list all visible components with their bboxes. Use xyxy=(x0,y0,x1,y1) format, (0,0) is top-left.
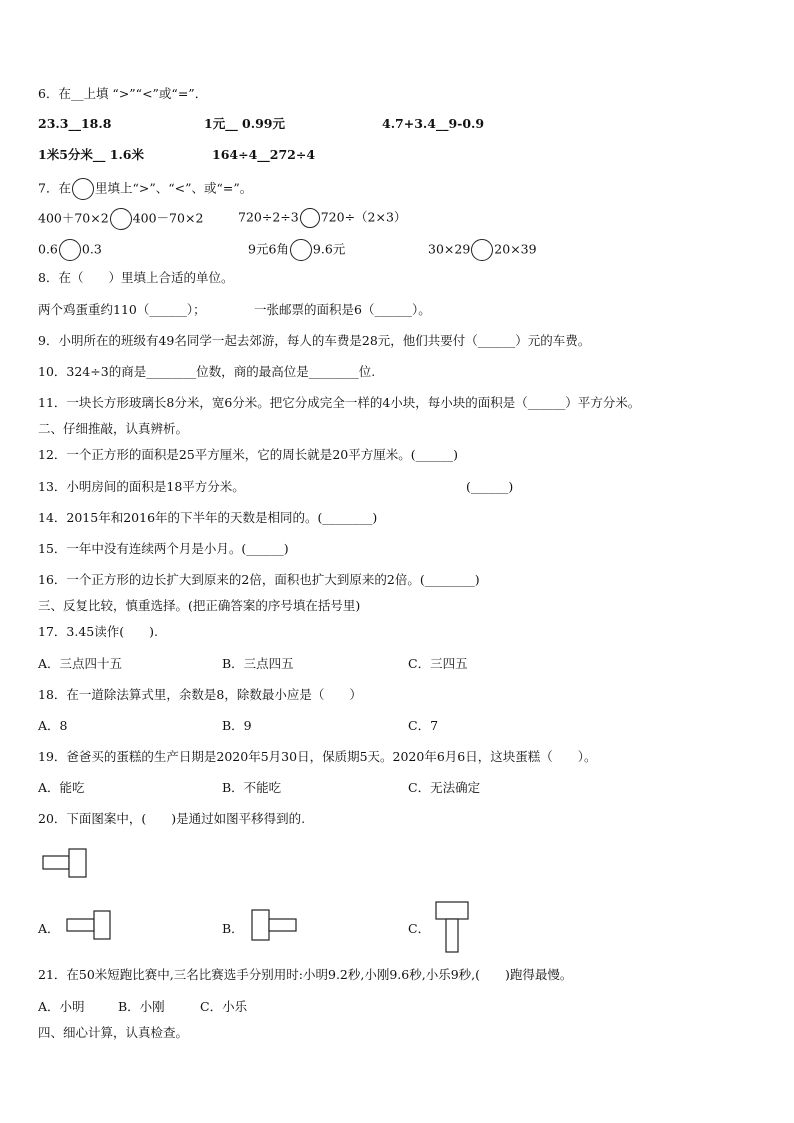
q9: 9．小明所在的班级有49名同学一起去郊游，每人的车费是28元，他们共要付（______）元的车费。 xyxy=(38,333,591,348)
q20-option-b: B． xyxy=(222,921,244,936)
q18: 18．在一道除法算式里，余数是8，除数最小应是（ ） xyxy=(38,687,362,702)
q6-item-5: 164÷4__272÷4 xyxy=(212,147,316,162)
q20: 20．下面图案中，( )是通过如图平移得到的. xyxy=(38,811,306,826)
circle-icon xyxy=(110,208,132,230)
q8-item-b: 一张邮票的面积是6（______）。 xyxy=(254,302,431,317)
q7-item-2: 720÷2÷3 720÷（2×3） xyxy=(238,208,406,228)
q6-item-4: 1米5分米__ 1.6米 xyxy=(38,147,144,162)
q7-title: 7．在 里填上“>”、“<”、或“=”。 xyxy=(38,178,252,200)
q16: 16．一个正方形的边长扩大到原来的2倍，面积也扩大到原来的2倍。(________) xyxy=(38,572,480,587)
q6-item-3: 4.7+3.4__9-0.9 xyxy=(382,116,485,131)
q21: 21．在50米短跑比赛中,三名比赛选手分别用时:小明9.2秒,小刚9.6秒,小乐9秒,( )跑得最慢。 xyxy=(38,967,573,982)
circle-icon xyxy=(72,178,94,200)
q10: 10．324÷3的商是________位数，商的最高位是________位. xyxy=(38,364,376,379)
q21-option-a: A．小明 xyxy=(38,999,85,1014)
option-c-figure xyxy=(432,898,472,956)
q15: 15．一年中没有连续两个月是小月。(______) xyxy=(38,541,289,556)
q18-option-b: B．9 xyxy=(222,718,252,733)
q6-item-2: 1元__ 0.99元 xyxy=(204,116,285,131)
q19-option-a: A．能吃 xyxy=(38,780,85,795)
q21-option-b: B．小刚 xyxy=(118,999,165,1014)
option-a-figure xyxy=(64,908,114,942)
q17-option-b: B．三点四五 xyxy=(222,656,294,671)
section-3-heading: 三、反复比较，慎重选择。(把正确答案的序号填在括号里) xyxy=(38,598,361,613)
q7-item-4: 9元6角 9.6元 xyxy=(248,239,345,261)
q19-option-c: C．无法确定 xyxy=(408,780,481,795)
section-4-heading: 四、细心计算，认真检查。 xyxy=(38,1025,189,1040)
q13-blank: (______) xyxy=(466,479,514,494)
q17-option-a: A．三点四十五 xyxy=(38,656,123,671)
q8-item-a: 两个鸡蛋重约110（______）； xyxy=(38,302,206,317)
q18-option-c: C．7 xyxy=(408,718,439,733)
q17-option-c: C．三四五 xyxy=(408,656,468,671)
q17: 17．3.45读作( ). xyxy=(38,624,158,639)
q19-option-b: B．不能吃 xyxy=(222,780,282,795)
q7-item-1: 400＋70×2 400－70×2 xyxy=(38,208,203,230)
circle-icon xyxy=(290,239,312,261)
circle-icon xyxy=(300,208,320,228)
q14: 14．2015年和2016年的下半年的天数是相同的。(________) xyxy=(38,510,378,525)
q13: 13．小明房间的面积是18平方分米。 xyxy=(38,479,245,494)
q19: 19．爸爸买的蛋糕的生产日期是2020年5月30日，保质期5天。2020年6月6日，这块蛋糕（ ）。 xyxy=(38,749,597,764)
circle-icon xyxy=(471,239,493,261)
q7-item-5: 30×29 20×39 xyxy=(428,239,537,261)
reference-figure xyxy=(40,846,92,880)
circle-icon xyxy=(59,239,81,261)
q12: 12．一个正方形的面积是25平方厘米，它的周长就是20平方厘米。(______) xyxy=(38,447,458,462)
q8-title: 8．在（ ）里填上合适的单位。 xyxy=(38,270,234,285)
q6-item-1: 23.3__18.8 xyxy=(38,116,112,131)
q11: 11．一块长方形玻璃长8分米，宽6分米。把它分成完全一样的4小块，每小块的面积是（______）平方分米。 xyxy=(38,395,641,410)
option-b-figure xyxy=(248,907,300,943)
q21-option-c: C．小乐 xyxy=(200,999,248,1014)
q20-option-c: C． xyxy=(408,921,431,936)
section-2-heading: 二、仔细推敲，认真辨析。 xyxy=(38,421,189,436)
q6-title: 6．在__上填 “>”“<”或“=”． xyxy=(38,86,208,101)
q18-option-a: A．8 xyxy=(38,718,68,733)
q20-option-a: A． xyxy=(38,921,60,936)
q7-item-3: 0.6 0.3 xyxy=(38,239,102,261)
